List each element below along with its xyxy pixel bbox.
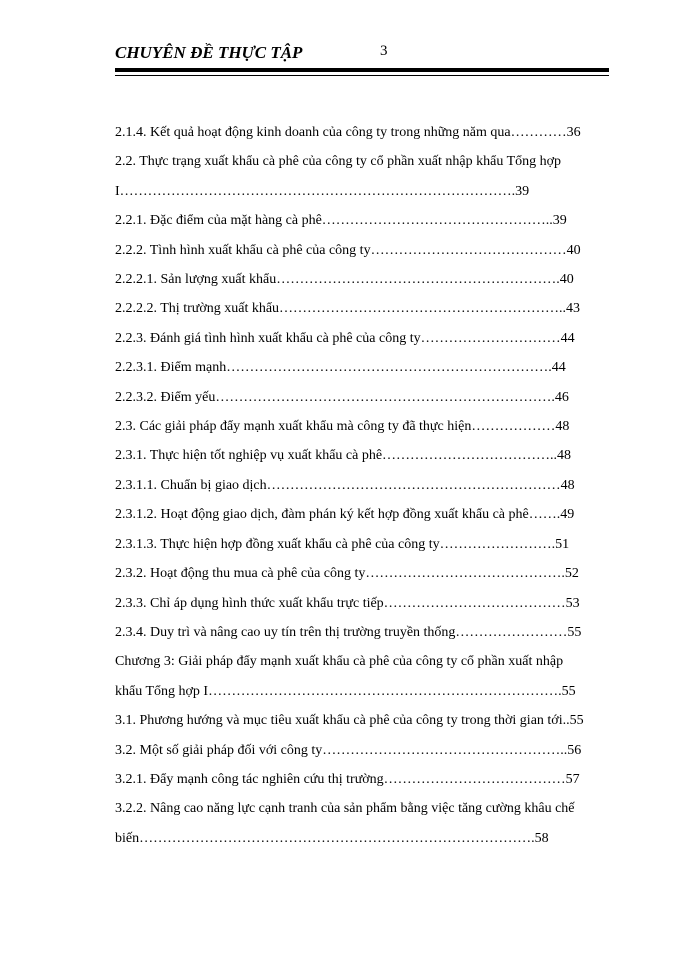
toc-entry-line: 2.2.2.1. Sản lượng xuất khẩu…………………………………………………….40 xyxy=(115,272,574,288)
document-title: CHUYÊN ĐỀ THỰC TẬP xyxy=(115,43,303,62)
toc-entry xyxy=(115,471,635,500)
toc-entry xyxy=(115,294,635,323)
table-of-contents xyxy=(115,118,635,853)
toc-entry-line: 2.2.3.2. Điểm yếu……………………………………………………………….46 xyxy=(115,389,569,405)
toc-entry-line: Chương 3: Giải pháp đẩy mạnh xuất khẩu cà phê của công ty cổ phần xuất nhập xyxy=(115,654,564,670)
toc-entry-line: 2.1.4. Kết quả hoạt động kinh doanh của công ty trong những năm qua…………36 xyxy=(115,125,581,140)
toc-entry-line: biến………………………………………………………………………….58 xyxy=(115,830,549,846)
toc-entry xyxy=(115,765,635,794)
header-rule-thin xyxy=(115,75,609,76)
toc-entry-line: 2.2. Thực trạng xuất khẩu cà phê của công ty cổ phần xuất nhập khẩu Tổng hợp xyxy=(115,154,562,170)
toc-entry xyxy=(115,530,635,559)
toc-entry xyxy=(115,618,635,647)
toc-entry-line: 2.2.3. Đánh giá tình hình xuất khẩu cà phê của công ty…………………………44 xyxy=(115,330,575,346)
toc-entry xyxy=(115,794,635,853)
toc-entry-line: 2.3.1.3. Thực hiện hợp đồng xuất khẩu cà phê của công ty…………………….51 xyxy=(115,536,570,552)
toc-entry-line: khẩu Tổng hợp I………………………………………………………………….55 xyxy=(115,683,576,699)
toc-entry-line: 2.3.1. Thực hiện tốt nghiệp vụ xuất khẩu cà phê………………………………..48 xyxy=(115,448,572,464)
toc-entry-line: 2.3.1.2. Hoạt động giao dịch, đàm phán ký kết hợp đồng xuất khẩu cà phê…….49 xyxy=(115,507,575,523)
toc-entry-line: 2.2.3.1. Điểm mạnh…………………………………………………………….44 xyxy=(115,360,566,376)
toc-entry xyxy=(115,265,635,294)
toc-entry xyxy=(115,353,635,382)
toc-entry xyxy=(115,236,635,265)
toc-entry xyxy=(115,706,635,735)
toc-entry xyxy=(115,559,635,588)
toc-entry xyxy=(115,147,635,206)
toc-entry-line: 3.2.2. Nâng cao năng lực cạnh tranh của sản phẩm bằng việc tăng cường khâu chế xyxy=(115,801,575,817)
toc-entry xyxy=(115,206,635,235)
toc-entry-line: 2.3.4. Duy trì và nâng cao uy tín trên thị trường truyền thống……………………55 xyxy=(115,624,582,640)
toc-entry-line: 2.3. Các giải pháp đẩy mạnh xuất khẩu mà công ty đã thực hiện………………48 xyxy=(115,419,570,435)
toc-entry-line: 2.2.2. Tình hình xuất khẩu cà phê của công ty……………………………………40 xyxy=(115,242,581,258)
page-number: 3 xyxy=(380,43,388,59)
toc-entry-line: 3.1. Phương hướng và mục tiêu xuất khẩu cà phê của công ty trong thời gian tới..55 xyxy=(115,713,584,729)
toc-entry xyxy=(115,383,635,412)
toc-entry-line: 2.2.2.2. Thị trường xuất khẩu……………………………………………………..43 xyxy=(115,301,581,317)
toc-entry xyxy=(115,118,635,147)
toc-entry xyxy=(115,441,635,470)
toc-entry xyxy=(115,647,635,706)
toc-entry-line: 2.3.1.1. Chuẩn bị giao dịch………………………………………………………48 xyxy=(115,477,575,493)
toc-entry-line: 3.2.1. Đẩy mạnh công tác nghiên cứu thị trường…………………………………57 xyxy=(115,771,580,787)
toc-entry-line: 2.2.1. Đặc điểm của mặt hàng cà phê…………………………………………..39 xyxy=(115,213,567,229)
toc-entry-line: 2.3.2. Hoạt động thu mua cà phê của công ty…………………………………….52 xyxy=(115,566,579,582)
toc-entry-line: 3.2. Một số giải pháp đối với công ty……………………………………………..56 xyxy=(115,742,582,758)
toc-entry-line: 2.3.3. Chỉ áp dụng hình thức xuất khẩu trực tiếp…………………………………53 xyxy=(115,595,580,611)
toc-entry xyxy=(115,500,635,529)
toc-entry xyxy=(115,412,635,441)
toc-entry xyxy=(115,324,635,353)
toc-entry xyxy=(115,736,635,765)
toc-entry xyxy=(115,589,635,618)
toc-entry-line: I………………………………………………………………………….39 xyxy=(115,183,530,199)
header-rule-thick xyxy=(115,68,609,72)
